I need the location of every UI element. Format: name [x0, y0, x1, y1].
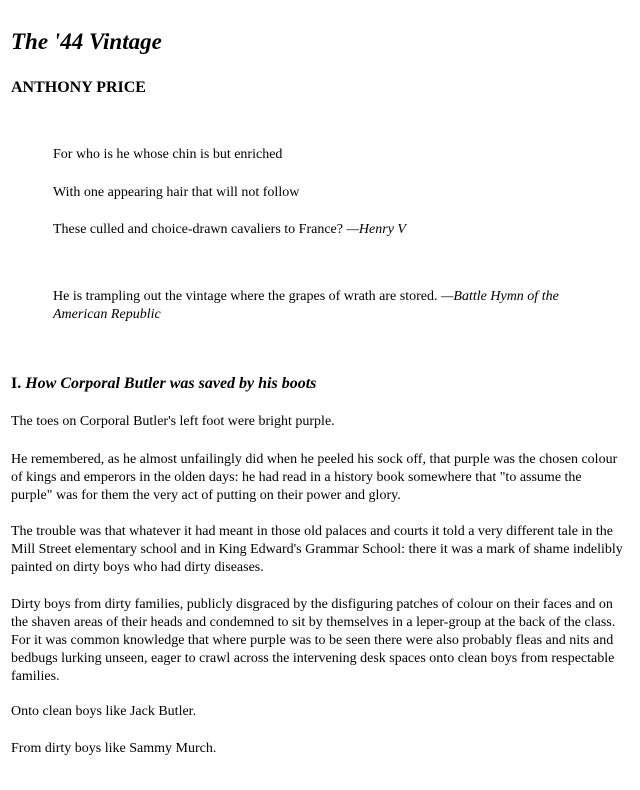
- body-paragraph: The toes on Corporal Butler's left foot were bright purple.: [11, 414, 335, 429]
- epigraph-source: —Battle Hymn of the American Republic: [53, 289, 559, 322]
- epigraph-text: For who is he whose chin is but enriched: [53, 147, 283, 162]
- epigraph-henry-v-line-2: [53, 184, 613, 202]
- epigraph-text: He is trampling out the vintage where the grapes of wrath are stored.: [53, 289, 438, 304]
- epigraph-text: These culled and choice-drawn cavaliers to France?: [53, 222, 343, 237]
- epigraph-source: —Henry V: [346, 222, 406, 237]
- chapter-number: I.: [11, 375, 22, 392]
- epigraph-text: With one appearing hair that will not follow: [53, 185, 300, 200]
- chapter-heading: [11, 374, 316, 394]
- epigraph-henry-v-line-1: [53, 146, 613, 164]
- body-paragraph: The trouble was that whatever it had meant in those old palaces and courts it told a very different tale in the Mill Street elementary school and in King Edward's Grammar School: there it was a mark of shame indelibly painted on dirty boys who had dirty diseases.: [11, 524, 623, 575]
- body-paragraph: From dirty boys like Sammy Murch.: [11, 741, 217, 756]
- author-name: ANTHONY PRICE: [11, 79, 146, 96]
- body-paragraph: He remembered, as he almost unfailingly did when he peeled his sock off, that purple was the chosen colour of kings and emperors in the olden days: he had read in a history book somewhere that "to assume the purple" was for them the very act of putting on their power and glory.: [11, 452, 618, 503]
- book-title: The '44 Vintage: [11, 29, 162, 54]
- body-paragraph: Dirty boys from dirty families, publicly disgraced by the disfiguring patches of colour on their faces and on the shaven areas of their heads and condemned to sit by themselves in a leper-group at the back of the class. For it was common knowledge that where purple was to be seen there were also probably fleas and nits and bedbugs lurking unseen, eager to crawl across the intervening desk spaces onto clean boys from respectable families.: [11, 597, 616, 684]
- epigraph-henry-v-line-3: [53, 221, 613, 239]
- body-paragraph: Onto clean boys like Jack Butler.: [11, 704, 197, 719]
- epigraph-battle-hymn: [53, 288, 613, 324]
- chapter-title: How Corporal Butler was saved by his boots: [25, 375, 317, 392]
